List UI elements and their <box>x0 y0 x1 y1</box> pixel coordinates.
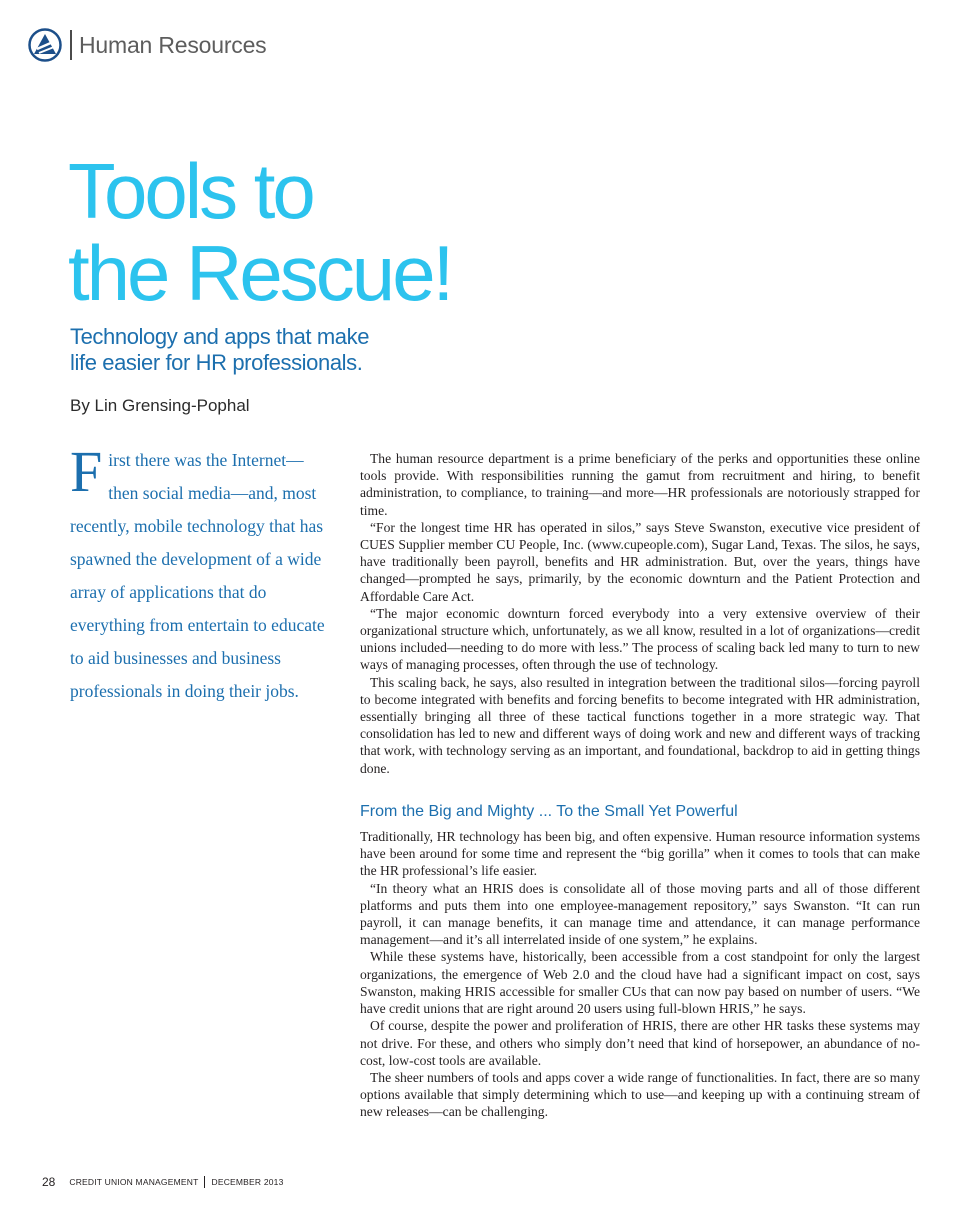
section-label: Human Resources <box>79 31 267 58</box>
drop-cap: F <box>70 439 103 504</box>
body-paragraph: “For the longest time HR has operated in silos,” says Steve Swanston, executive vice president of CUES Supplier member CU People, Inc. (www.cupeople.com), Sugar Land, Texas. The silos, he says, have traditionally been payroll, benefits and HR administration. But, over the years, things have changed—prompted he says, primarily, by the economic downturn and the Patient Protection and Affordable Care Act. <box>360 519 920 604</box>
body-paragraph: Traditionally, HR technology has been big, and often expensive. Human resource information systems have been around for some time and represent the “big gorilla” when it comes to tools that can make the HR professional’s life easier. <box>360 829 920 879</box>
body-paragraph: Of course, despite the power and proliferation of HRIS, there are other HR tasks these systems may not drive. For these, and others who simply don’t need that kind of horsepower, an abundance of no-cost, low-cost tools are available. <box>360 1018 920 1068</box>
publication-name: CREDIT UNION MANAGEMENT <box>69 1177 199 1187</box>
section-subhead: From the Big and Mighty ... To the Small Yet Powerful <box>360 802 738 820</box>
title-line-2: the Rescue! <box>68 229 452 317</box>
issue-date: DECEMBER 2013 <box>211 1177 284 1187</box>
page-header <box>28 28 266 62</box>
footer-divider <box>204 1176 205 1188</box>
cues-logo-icon <box>28 28 62 62</box>
body-column <box>360 450 920 1121</box>
article-title <box>68 147 452 317</box>
subtitle-line-2: life easier for HR professionals. <box>70 350 363 375</box>
article-subtitle <box>70 324 430 376</box>
lede-text: irst there was the Internet—then social media—and, most recently, mobile technology that has spawned the development of a wide array of applications that do everything from entertain to educate to aid businesses and business professionals in doing their jobs. <box>70 450 325 701</box>
subtitle-line-1: Technology and apps that make <box>70 324 370 349</box>
body-paragraph: While these systems have, historically, been accessible from a cost standpoint for only the largest organizations, the emergence of Web 2.0 and the cloud have had a significant impact on cost, says Swanston, making HRIS accessible for smaller CUs that can now pay based on number of users. “We have credit unions that are right around 20 users using full-blown HRIS,” he says. <box>360 949 920 1017</box>
body-paragraph: “The major economic downturn forced everybody into a very extensive overview of their organizational structure which, unfortunately, as we all know, resulted in a lot of organizations—credit unions included—needing to do more with less.” The process of scaling back led many to turn to new ways of managing processes, often through the use of technology. <box>360 605 920 673</box>
byline: By Lin Grensing-Pophal <box>70 396 250 415</box>
page-number: 28 <box>42 1175 56 1189</box>
lede-paragraph <box>70 439 330 708</box>
body-paragraph: This scaling back, he says, also resulted in integration between the traditional silos—forcing payroll to become integrated with benefits and forcing benefits to become integrated with HR administration, essentially bringing all three of these tactical functions together in a more strategic way. That consolidation has led to new and different ways of doing work and new and different ways of tracking that work, with technology serving as an important, and foundational, backdrop to aid in getting things done. <box>360 674 920 776</box>
body-paragraph: The sheer numbers of tools and apps cover a wide range of functionalities. In fact, there are so many options available that simply determining which to use—and keeping up with a continuing stream of new releases—can be challenging. <box>360 1069 920 1120</box>
page-footer <box>42 1175 284 1189</box>
body-paragraph: “In theory what an HRIS does is consolidate all of those moving parts and all of those different platforms and puts them into one employee-management repository,” says Swanston. “It can run payroll, it can manage benefits, it can manage time and attendance, it can manage performance management—and it’s all interrelated inside of one system,” he explains. <box>360 880 920 948</box>
title-line-1: Tools to <box>68 147 313 235</box>
body-paragraph: The human resource department is a prime beneficiary of the perks and opportunities these online tools provide. With responsibilities running the gamut from recruitment and hiring, to benefit administration, to compliance, to training—and more—HR professionals are notoriously strapped for time. <box>360 451 920 518</box>
header-divider <box>70 30 72 60</box>
